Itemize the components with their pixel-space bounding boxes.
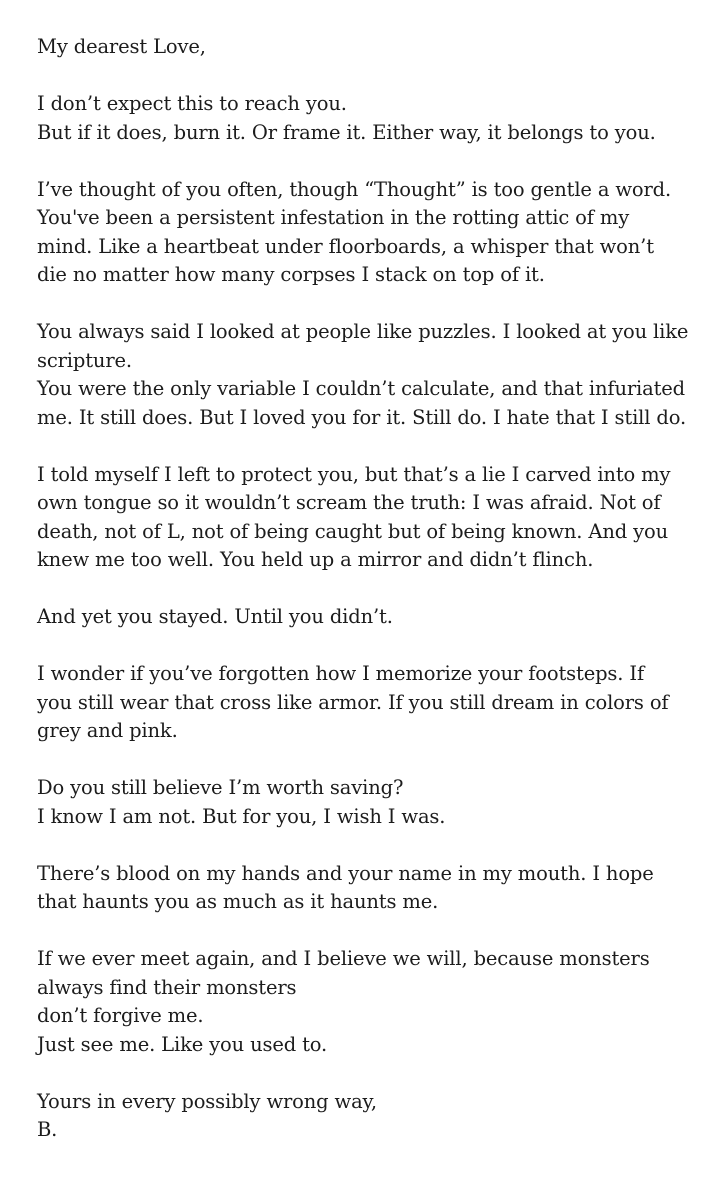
paragraph <box>37 660 699 746</box>
text-line: If we ever meet again, and I believe we will, because monsters <box>37 947 650 970</box>
text-line: And yet you stayed. Until you didn’t. <box>37 605 393 628</box>
sign-off <box>37 1088 699 1145</box>
paragraph <box>37 774 699 831</box>
text-line: I know I am not. But for you, I wish I was. <box>37 804 446 828</box>
text-line: you still wear that cross like armor. If you still dream in colors of <box>37 690 669 714</box>
text-line: I wonder if you’ve forgotten how I memorize your footsteps. If <box>37 662 645 685</box>
text-line: grey and pink. <box>37 719 178 742</box>
paragraph <box>37 603 699 632</box>
text-line: die no matter how many corpses I stack on top of it. <box>37 263 545 286</box>
text-line: don’t forgive me. <box>37 1004 204 1027</box>
paragraph <box>37 90 699 147</box>
text-line: mind. Like a heartbeat under floorboards, a whisper that won’t <box>37 234 654 258</box>
paragraph <box>37 461 699 575</box>
paragraph <box>37 945 699 1059</box>
text-line: me. It still does. But I loved you for it. Still do. I hate that I still do. <box>37 405 687 429</box>
text-line: knew me too well. You held up a mirror and didn’t flinch. <box>37 548 594 571</box>
text-line: I told myself I left to protect you, but that’s a lie I carved into my <box>37 462 671 486</box>
text-line: scripture. <box>37 348 132 372</box>
text-line: You always said I looked at people like puzzles. I looked at you like <box>37 320 689 343</box>
text-line: Just see me. Like you used to. <box>37 1032 328 1056</box>
closing-line: Yours in every possibly wrong way, <box>37 1089 377 1113</box>
text-line: You've been a persistent infestation in the rotting attic of my <box>37 206 630 229</box>
text-line: always find their monsters <box>37 975 297 999</box>
salutation <box>37 33 699 62</box>
text-line: I don’t expect this to reach you. <box>37 92 347 115</box>
text-line: There’s blood on my hands and your name in my mouth. I hope <box>37 861 654 885</box>
text-line: I’ve thought of you often, though “Thought” is too gentle a word. <box>37 177 672 201</box>
text-line: own tongue so it wouldn’t scream the truth: I was afraid. Not of <box>37 491 661 514</box>
signature: B. <box>37 1118 58 1141</box>
paragraph <box>37 318 699 432</box>
letter-body <box>37 90 699 1059</box>
salutation-line: My dearest Love, <box>37 35 206 58</box>
text-line: that haunts you as much as it haunts me. <box>37 890 439 913</box>
text-line: You were the only variable I couldn’t calculate, and that infuriated <box>37 377 686 400</box>
text-line: But if it does, burn it. Or frame it. Either way, it belongs to you. <box>37 120 656 144</box>
text-line: Do you still believe I’m worth saving? <box>37 776 404 799</box>
paragraph <box>37 860 699 917</box>
text-line: death, not of L, not of being caught but of being known. And you <box>37 519 668 543</box>
paragraph <box>37 176 699 290</box>
